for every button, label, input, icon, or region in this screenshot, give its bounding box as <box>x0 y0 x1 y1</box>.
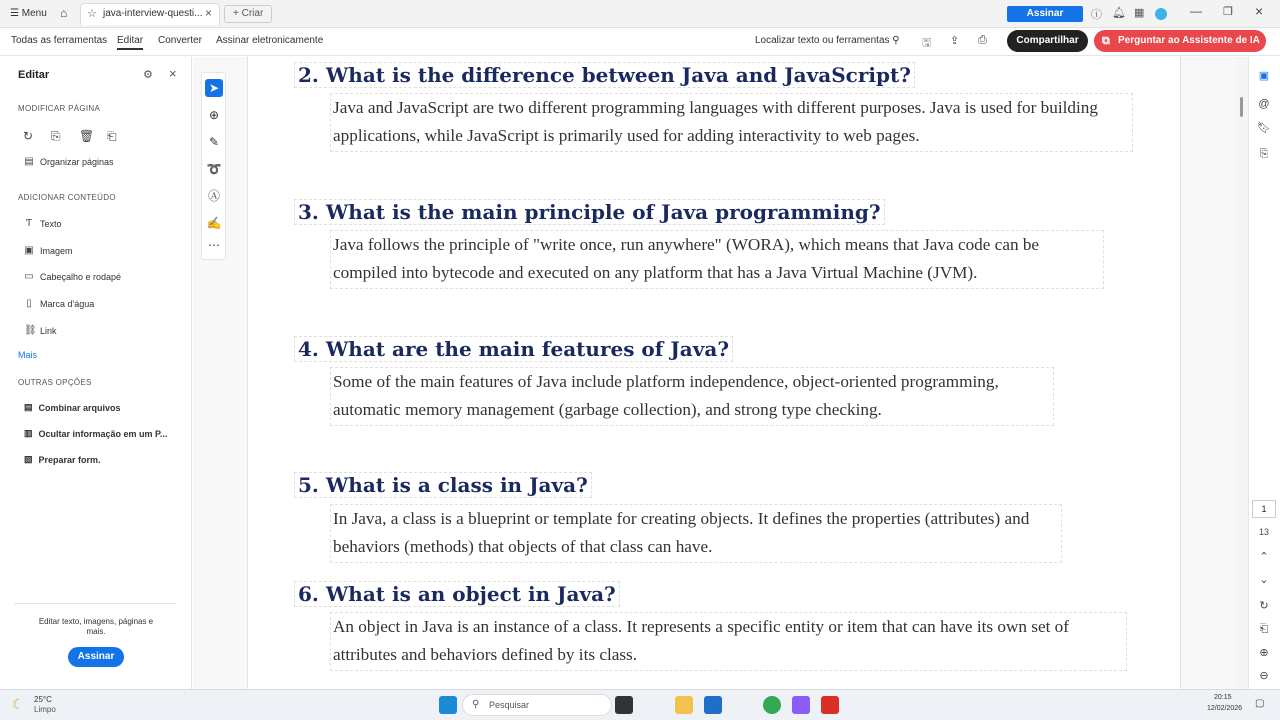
panel-help-text: Editar texto, imagens, páginas e mais. <box>38 617 154 636</box>
signature-icon[interactable]: ✍ <box>206 216 222 230</box>
pdf-page <box>247 57 1181 689</box>
page-up-icon[interactable]: ⌃ <box>1259 551 1269 563</box>
answer-text[interactable]: In Java, a class is a blueprint or template for creating objects. It defines the properties (attributes) and behaviors (methods) that objects of that class can have. <box>330 504 1062 563</box>
store-icon[interactable] <box>704 696 722 714</box>
menu-button[interactable]: ☰ Menu <box>10 8 47 19</box>
weather-desc: Limpo <box>34 705 56 714</box>
link-item[interactable] <box>24 324 57 338</box>
right-rail <box>1248 57 1280 689</box>
image-icon: ▣ <box>24 245 34 256</box>
discord-icon[interactable] <box>792 696 810 714</box>
clock-time: 20:15 <box>1214 694 1232 701</box>
section-modify-page: MODIFICAR PÁGINA <box>18 104 101 113</box>
clock-date: 12/02/2026 <box>1207 705 1243 712</box>
combine-label: Combinar arquivos <box>38 402 121 413</box>
menu-all-tools[interactable]: Todas as ferramentas <box>11 35 108 46</box>
home-icon[interactable]: ⌂ <box>60 6 68 20</box>
document-tab[interactable] <box>80 3 220 25</box>
form-label: Preparar form. <box>38 454 101 465</box>
select-cursor-icon[interactable]: ➤ <box>205 79 223 97</box>
link-icon: ⛓ <box>24 325 37 336</box>
organize-pages-item[interactable] <box>24 155 114 169</box>
question-heading[interactable]: 4. What are the main features of Java? <box>294 336 733 362</box>
form-icon: ▧ <box>24 454 33 464</box>
ai-assistant-button[interactable] <box>1094 30 1266 52</box>
insert-page-icon[interactable]: ⎗ <box>107 129 117 143</box>
share-button[interactable]: Compartilhar <box>1007 30 1088 52</box>
more-tools-icon[interactable]: ⋯ <box>208 238 220 252</box>
answer-text[interactable]: An object in Java is an instance of a class. It represents a specific entity or item that can have its own set of attributes and behaviors defined by its class. <box>330 612 1127 671</box>
redact-label: Ocultar informação em um P... <box>38 428 168 439</box>
edit-panel <box>0 57 192 689</box>
pages-icon[interactable]: ⎘ <box>1259 148 1269 160</box>
menu-edit[interactable]: Editar <box>117 35 143 50</box>
acrobat-icon[interactable] <box>821 696 839 714</box>
search-icon: ⚲ <box>892 35 900 46</box>
question-heading[interactable]: 3. What is the main principle of Java programming? <box>294 199 885 225</box>
question-heading[interactable]: 5. What is a class in Java? <box>294 472 592 498</box>
redact-item[interactable] <box>24 428 167 439</box>
close-panel-icon[interactable]: × <box>169 66 177 81</box>
lasso-icon[interactable]: ➰ <box>206 162 222 176</box>
header-footer-label: Cabeçalho e rodapé <box>40 272 122 282</box>
help-icon[interactable]: ⓘ <box>1091 9 1102 21</box>
weather-icon[interactable]: ☾ <box>12 696 25 712</box>
watermark-icon: ▯ <box>26 298 32 309</box>
zoom-icon[interactable]: ⊕ <box>208 108 220 122</box>
organize-icon: ▤ <box>24 156 34 167</box>
file-explorer-icon[interactable] <box>675 696 693 714</box>
weather-temp: 25°C <box>34 695 52 704</box>
scrollbar-thumb[interactable] <box>1240 97 1243 117</box>
add-image-item[interactable] <box>24 244 73 258</box>
tab-title: java-interview-questi... <box>103 8 203 19</box>
star-icon[interactable]: ☆ <box>87 8 97 20</box>
document-area <box>193 57 1236 689</box>
save-icon[interactable]: 🖫 <box>922 37 932 49</box>
assinar-top-button[interactable]: Assinar <box>1007 6 1083 22</box>
more-link[interactable]: Mais <box>18 350 38 360</box>
question-heading[interactable]: 2. What is the difference between Java and JavaScript? <box>294 62 915 88</box>
watermark-item[interactable] <box>24 297 94 311</box>
upload-icon[interactable]: ⇪ <box>950 35 960 47</box>
section-other-options: OUTRAS OPÇÕES <box>18 378 92 387</box>
header-footer-item[interactable] <box>24 270 121 284</box>
zoom-in-icon[interactable]: ⊕ <box>1259 647 1269 659</box>
total-pages: 13 <box>1258 527 1269 537</box>
divider <box>14 603 176 604</box>
new-tab-button[interactable]: + Criar <box>224 5 272 23</box>
add-text-label: Texto <box>40 219 62 229</box>
menu-convert[interactable]: Converter <box>158 35 202 46</box>
close-window-icon[interactable]: × <box>1255 3 1264 19</box>
current-page-field[interactable]: 1 <box>1252 500 1276 518</box>
edit-tool-rail <box>201 72 226 260</box>
bookmark-icon[interactable]: 🔖︎ <box>1257 122 1271 134</box>
title-bar <box>0 0 1280 28</box>
add-image-label: Imagem <box>40 246 73 256</box>
find-text-button[interactable] <box>755 35 900 46</box>
link-label: Link <box>40 326 57 336</box>
settings-icon[interactable]: ⚙ <box>143 69 153 81</box>
prepare-form-item[interactable] <box>24 454 101 465</box>
ai-icon: ⧉ <box>1102 35 1110 47</box>
close-tab-icon[interactable]: × <box>205 6 213 20</box>
page-down-icon[interactable]: ⌄ <box>1259 574 1269 586</box>
ai-assistant-label: Perguntar ao Assistente de IA <box>1118 35 1260 46</box>
question-heading[interactable]: 6. What is an object in Java? <box>294 581 620 607</box>
notification-icon[interactable]: ▢ <box>1255 698 1265 709</box>
text-icon: Ƭ <box>25 218 33 229</box>
watermark-label: Marca d'água <box>40 299 95 309</box>
rotate-icon[interactable]: ↻ <box>23 129 34 143</box>
combine-files-item[interactable] <box>24 402 121 413</box>
refresh-icon[interactable]: ↻ <box>1259 600 1269 612</box>
zoom-out-icon[interactable]: ⊖ <box>1259 670 1269 682</box>
comment-panel-icon[interactable]: ▣ <box>1258 70 1270 82</box>
taskbar <box>0 689 1280 720</box>
delete-page-icon[interactable]: 🗑︎ <box>79 129 95 143</box>
print-icon[interactable]: ⎙ <box>978 34 987 46</box>
answer-text[interactable]: Some of the main features of Java include platform independence, object-oriented programming, automatic memory management (garbage collection), and strong type checking. <box>330 367 1054 426</box>
vertical-scrollbar[interactable] <box>1236 57 1248 689</box>
organize-label: Organizar páginas <box>40 157 114 167</box>
search-placeholder: Pesquisar <box>489 700 530 710</box>
bell-icon[interactable]: 🔔︎ <box>1112 7 1126 19</box>
menu-esign[interactable]: Assinar eletronicamente <box>216 35 324 46</box>
maximize-icon[interactable]: ❐ <box>1223 6 1233 18</box>
answer-text[interactable]: Java and JavaScript are two different programming languages with different purposes. Java is used for building applications, while JavaScript is primarily used for adding interactivity to web pages. <box>330 93 1133 152</box>
menu-label: Menu <box>21 8 47 19</box>
section-add-content: ADICIONAR CONTEÚDO <box>18 193 116 202</box>
task-view-icon[interactable] <box>615 696 633 714</box>
text-box-icon[interactable]: Ⓐ <box>207 189 220 203</box>
taskbar-search[interactable] <box>462 694 612 716</box>
combine-icon: ▤ <box>24 402 33 412</box>
chrome-icon[interactable] <box>763 696 781 714</box>
answer-text[interactable]: Java follows the principle of "write once, run anywhere" (WORA), which means that Java code can be compiled into bytecode and executed on any platform that has a Java Virtual Machine (JVM). <box>330 230 1104 289</box>
extract-page-icon[interactable]: ⎘ <box>51 129 61 143</box>
redact-icon: ▥ <box>24 428 33 438</box>
minimize-icon[interactable]: — <box>1190 4 1202 18</box>
panel-title: Editar <box>18 69 50 81</box>
search-icon: ⚲ <box>472 699 480 710</box>
panel-assinar-button[interactable]: Assinar <box>68 647 124 667</box>
add-text-item[interactable] <box>24 217 62 231</box>
avatar-icon[interactable] <box>1155 8 1167 20</box>
fit-page-icon[interactable]: ⎗ <box>1259 623 1269 635</box>
attachment-icon[interactable]: @ <box>1258 98 1270 110</box>
pen-icon[interactable]: ✎ <box>208 135 220 149</box>
find-text-label: Localizar texto ou ferramentas <box>755 35 890 46</box>
apps-grid-icon[interactable]: ▦ <box>1134 7 1145 19</box>
main-toolbar <box>0 28 1280 56</box>
header-footer-icon: ▭ <box>24 271 34 282</box>
windows-start-icon[interactable] <box>439 696 457 714</box>
